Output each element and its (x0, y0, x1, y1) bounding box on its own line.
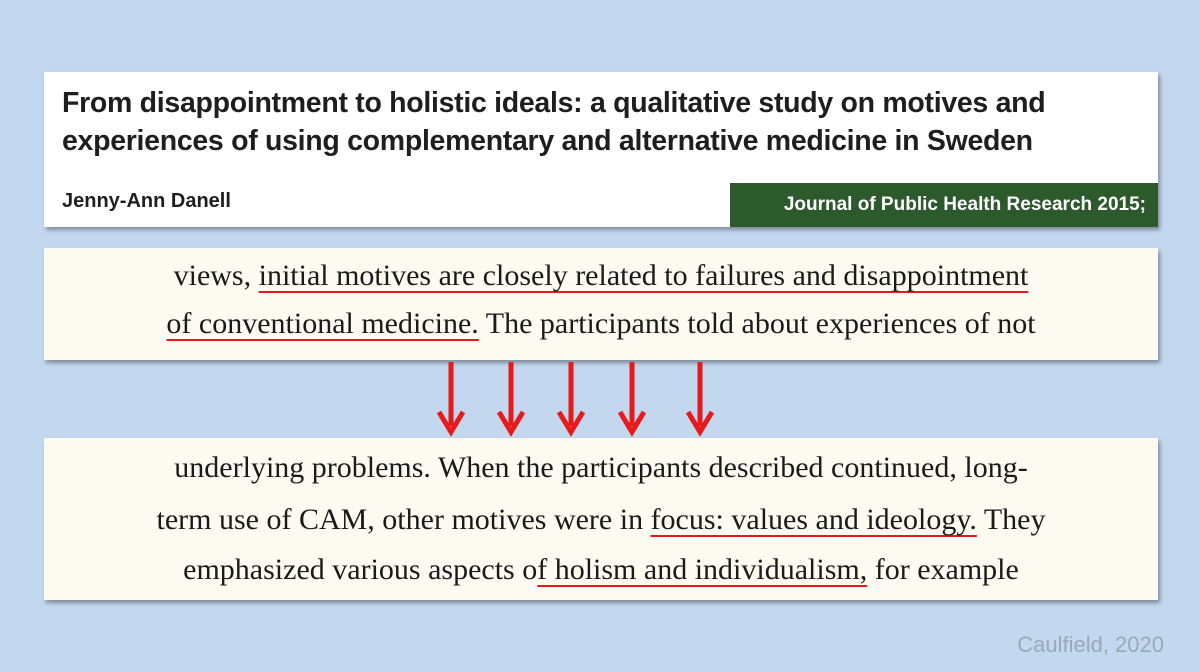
down-arrow-icon (496, 362, 526, 438)
article-author: Jenny-Ann Danell (62, 190, 231, 212)
journal-banner: Journal of Public Health Research 2015; (730, 183, 1158, 227)
excerpt-1-text: views, (173, 259, 259, 292)
article-title-line-2: experiences of using complementary and alternative medicine in Sweden (62, 125, 1033, 157)
excerpt-2-line-2 (44, 500, 1158, 540)
down-arrow-icon (685, 362, 715, 438)
excerpt-initial-motives (44, 248, 1158, 360)
highlight-holism-individualism: f holism and individualism, (537, 553, 868, 586)
down-arrow-icon (436, 362, 466, 438)
excerpt-2-text: for example (867, 553, 1019, 586)
highlight-initial-motives: initial motives are closely related to failures and disappointment (258, 259, 1029, 292)
highlight-values-ideology: focus: values and ideology. (650, 503, 977, 536)
excerpt-1-line-2 (44, 304, 1158, 344)
article-header-card (44, 72, 1158, 227)
excerpt-2-line-1: underlying problems. When the participants described continued, long- (174, 451, 1028, 484)
excerpt-2-text: They (976, 503, 1046, 536)
excerpt-2-text: term use of CAM, other motives were in (156, 503, 651, 536)
highlight-conventional-medicine: of conventional medicine. (166, 307, 479, 340)
cropped-glyph-tops (134, 350, 1158, 360)
excerpt-values-ideology (44, 438, 1158, 600)
excerpt-1-text: The participants told about experiences of not (478, 307, 1036, 340)
excerpt-1-line-1 (44, 256, 1158, 296)
article-title-line-1: From disappointment to holistic ideals: a qualitative study on motives and (62, 87, 1046, 119)
source-citation: Caulfield, 2020 (1017, 632, 1164, 657)
cropped-text-line (134, 350, 1158, 360)
excerpt-2-text: emphasized various aspects o (183, 553, 538, 586)
down-arrow-icon (556, 362, 586, 438)
down-arrow-icon (617, 362, 647, 438)
article-title (62, 84, 1152, 160)
excerpt-2-line-3 (44, 550, 1158, 590)
